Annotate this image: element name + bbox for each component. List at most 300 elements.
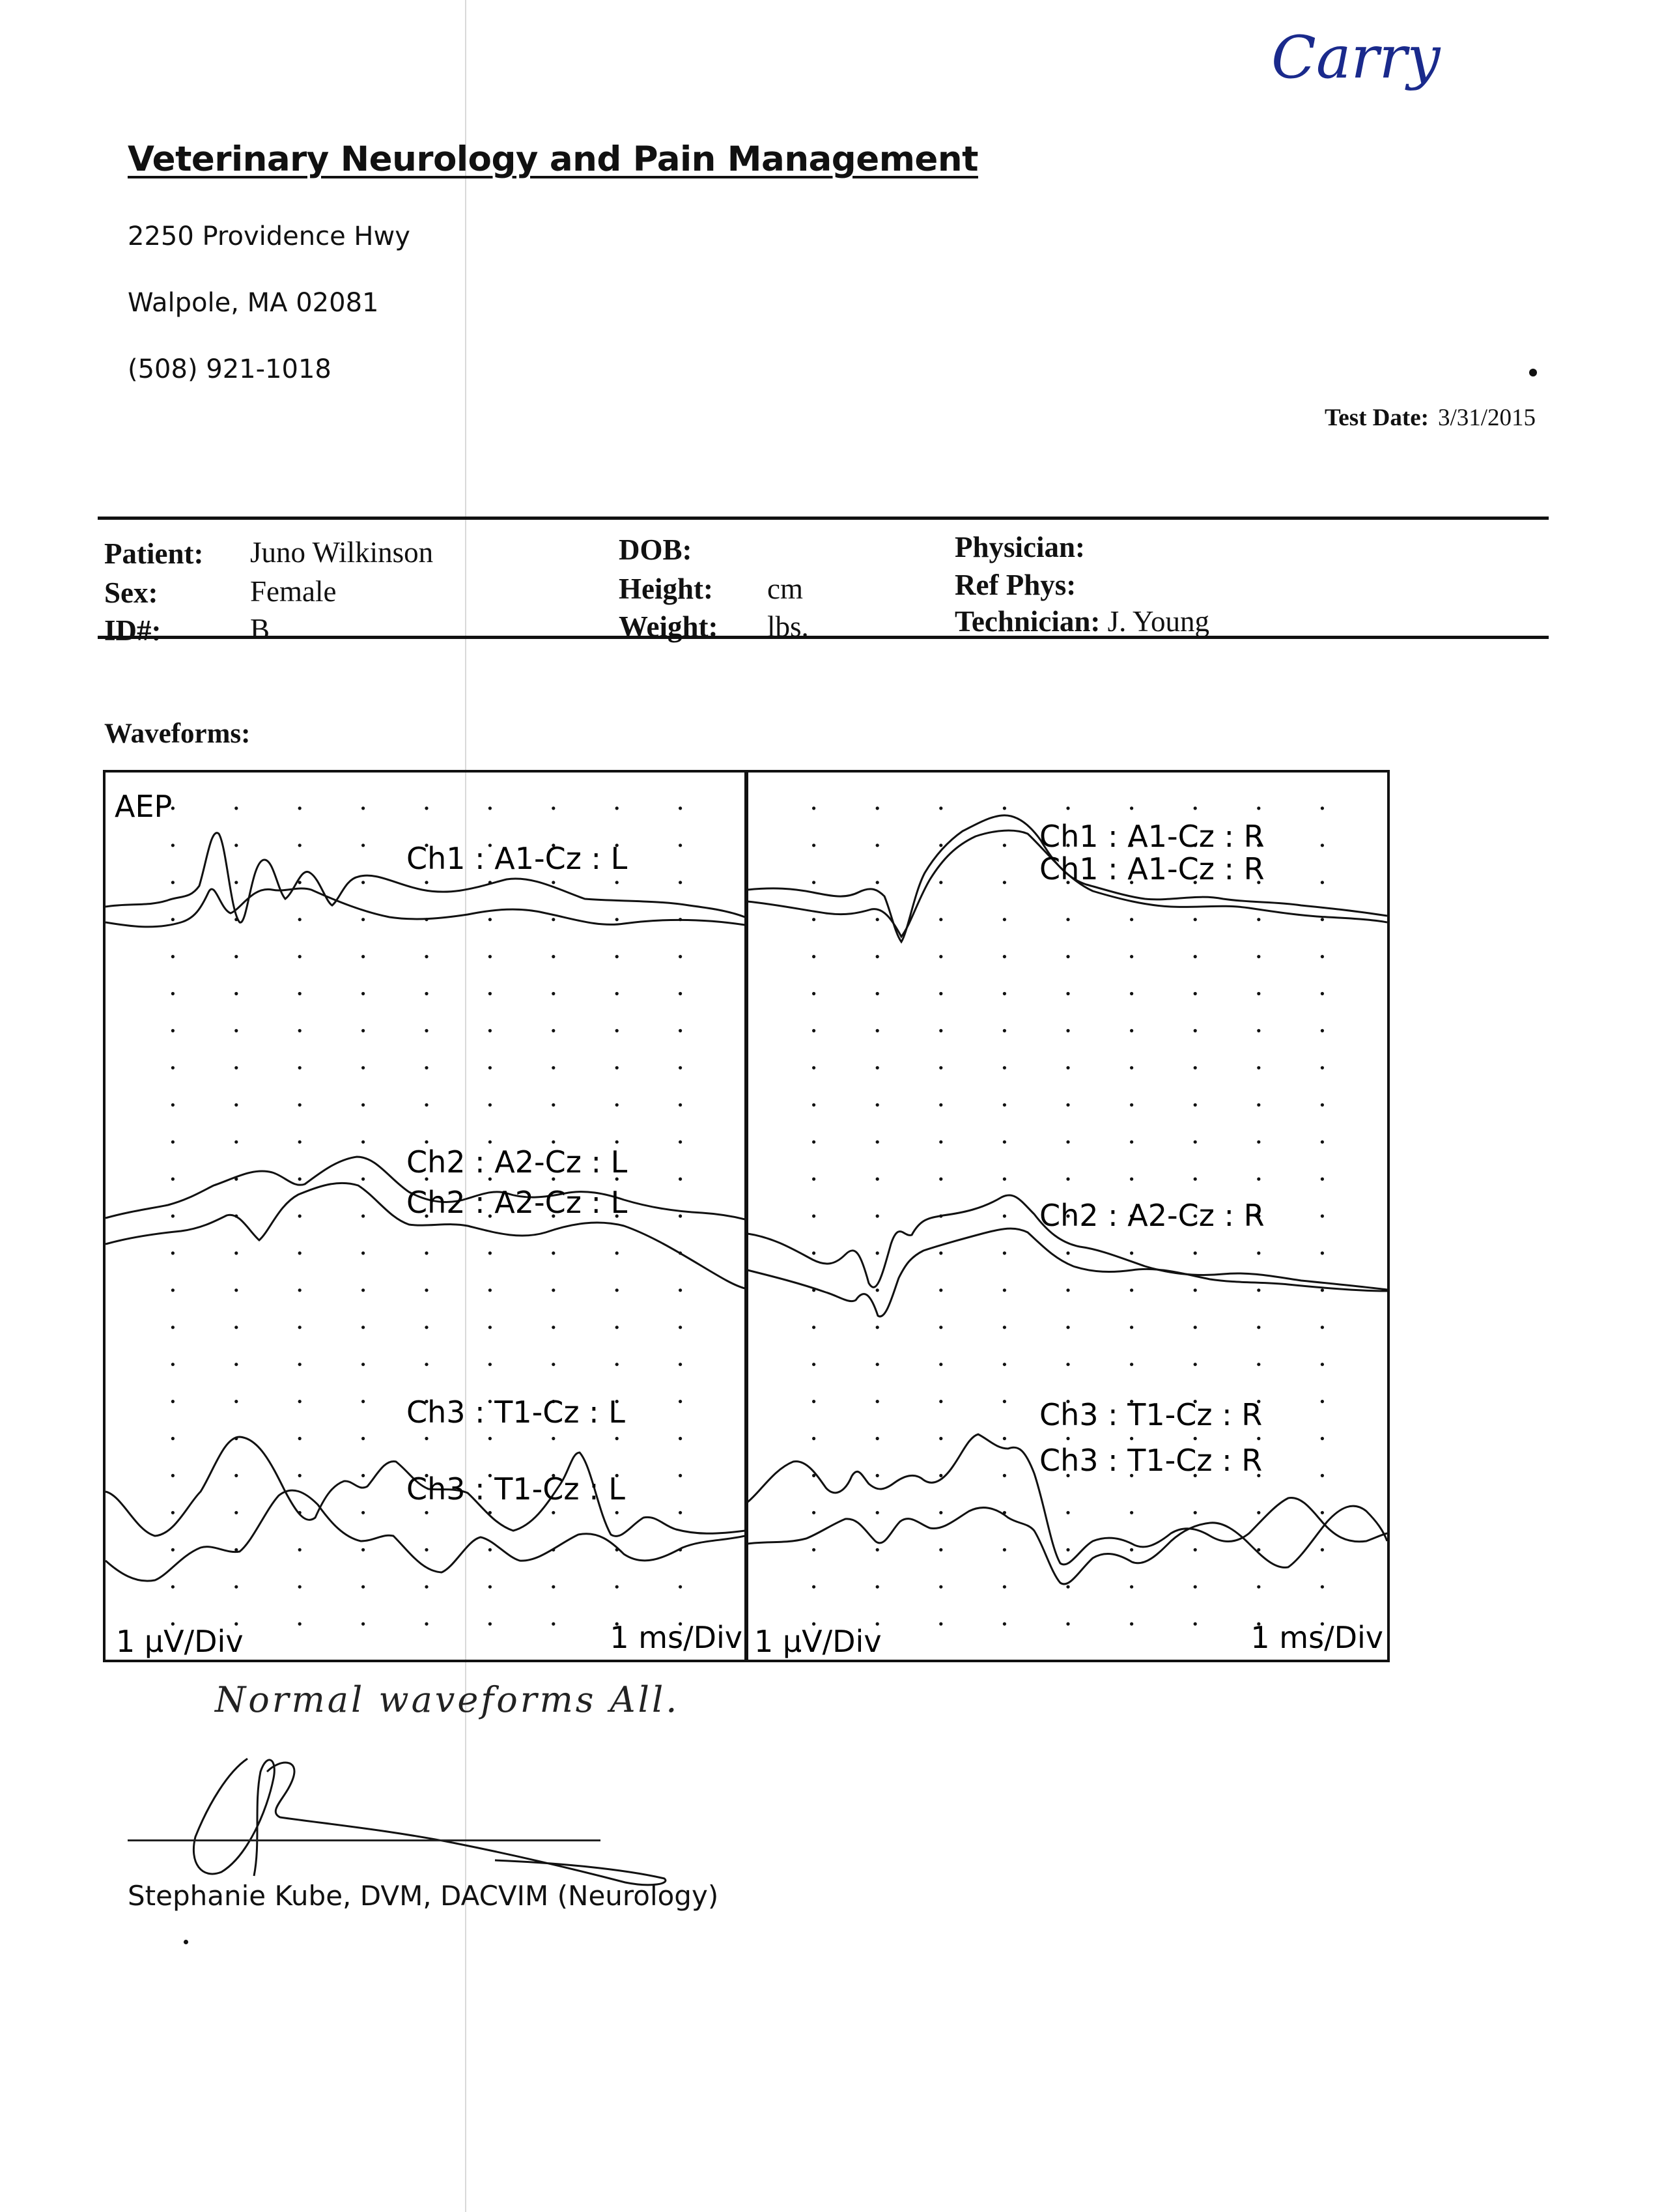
grid-dot (1321, 1363, 1324, 1366)
grid-dot (488, 1251, 492, 1255)
grid-dot (679, 1511, 682, 1514)
grid-dot (171, 1400, 175, 1403)
grid-dot (1194, 1623, 1197, 1626)
grid-dot (425, 1437, 428, 1440)
grid-dot (171, 1326, 175, 1329)
grid-dot (488, 992, 492, 995)
grid-dot (1003, 806, 1006, 810)
grid-dot (615, 1103, 619, 1107)
test-date-value: 3/31/2015 (1437, 404, 1536, 431)
grid-dot (679, 1437, 682, 1440)
grid-dot (171, 1474, 175, 1477)
grid-dot (876, 1326, 879, 1329)
grid-dot (298, 1548, 302, 1552)
grid-dot (812, 1400, 815, 1403)
grid-dot (615, 992, 619, 995)
height-unit: cm (767, 573, 803, 605)
grid-dot (679, 1585, 682, 1589)
grid-dot (361, 1066, 365, 1070)
grid-dot (552, 1623, 555, 1626)
grid-dot (812, 806, 815, 810)
waveform-panel (103, 762, 1390, 1664)
grid-dot (615, 1251, 619, 1255)
grid-dot (425, 955, 428, 958)
grid-dot (1130, 1585, 1133, 1589)
grid-dot (1321, 881, 1324, 884)
grid-dot (615, 1585, 619, 1589)
grid-dot (361, 1548, 365, 1552)
grid-dot (1130, 1288, 1133, 1292)
grid-dot (171, 1585, 175, 1589)
grid-dot (361, 1623, 365, 1626)
signature (169, 1733, 729, 1895)
grid-dot (1257, 1437, 1260, 1440)
grid-dot (615, 1363, 619, 1366)
grid-dot (298, 1178, 302, 1181)
grid-dot (1321, 1066, 1324, 1070)
grid-dot (1321, 1326, 1324, 1329)
grid-dot (234, 1029, 238, 1032)
grid-dot (552, 918, 555, 921)
grid-dot (1066, 1141, 1069, 1144)
grid-dot (939, 1474, 942, 1477)
grid-dot (488, 1066, 492, 1070)
grid-dot (298, 1585, 302, 1589)
grid-dot (234, 1288, 238, 1292)
grid-dot (679, 1178, 682, 1181)
test-label-aep: AEP (115, 789, 173, 824)
grid-dot (812, 1214, 815, 1217)
grid-dot (939, 918, 942, 921)
right-trace-label-2: Ch1 : A1-Cz : R (1039, 851, 1265, 886)
grid-dot (425, 1326, 428, 1329)
grid-dot (812, 1141, 815, 1144)
grid-dot (298, 1400, 302, 1403)
grid-dot (1321, 1251, 1324, 1255)
grid-dot (939, 955, 942, 958)
grid-dot (876, 1066, 879, 1070)
grid-dot (1257, 1178, 1260, 1181)
grid-dot (1130, 1363, 1133, 1366)
stray-mark (184, 1940, 188, 1944)
grid-dot (298, 1363, 302, 1366)
grid-dot (939, 1437, 942, 1440)
grid-dot (876, 1214, 879, 1217)
grid-dot (171, 1141, 175, 1144)
grid-dot (1257, 1585, 1260, 1589)
waveforms-title: Waveforms: (104, 718, 251, 749)
grid-dot (425, 992, 428, 995)
grid-dot (298, 1437, 302, 1440)
grid-dot (1003, 1363, 1006, 1366)
grid-dot (876, 844, 879, 847)
grid-dot (361, 1326, 365, 1329)
left-ch1-trace-b (106, 888, 745, 927)
handwritten-note: Normal waveforms All. (215, 1679, 680, 1720)
grid-dot (1194, 955, 1197, 958)
grid-dot (1130, 1251, 1133, 1255)
grid-dot (1003, 918, 1006, 921)
grid-dot (615, 955, 619, 958)
grid-dot (876, 918, 879, 921)
grid-dot (1066, 992, 1069, 995)
grid-dot (298, 1251, 302, 1255)
grid-dot (298, 1326, 302, 1329)
grid-dot (1130, 918, 1133, 921)
grid-dot (488, 1623, 492, 1626)
grid-dot (1003, 1066, 1006, 1070)
grid-dot (939, 1066, 942, 1070)
grid-dot (1321, 1178, 1324, 1181)
grid-dot (488, 1363, 492, 1366)
grid-dot (1194, 1548, 1197, 1552)
grid-dot (1003, 1103, 1006, 1107)
grid-dot (615, 1326, 619, 1329)
grid-dot (361, 1363, 365, 1366)
grid-dot (939, 844, 942, 847)
grid-dot (488, 1288, 492, 1292)
grid-dot (1130, 1326, 1133, 1329)
grid-dot (1257, 992, 1260, 995)
grid-dot (552, 1141, 555, 1144)
grid-dot (552, 1029, 555, 1032)
grid-dot (1003, 1214, 1006, 1217)
grid-dot (679, 1103, 682, 1107)
grid-dot (1003, 1400, 1006, 1403)
weight-label: Weight: (619, 610, 718, 643)
grid-dot (812, 955, 815, 958)
grid-dot (1066, 1326, 1069, 1329)
grid-dot (234, 1066, 238, 1070)
grid-dot (1130, 806, 1133, 810)
grid-dot (876, 1288, 879, 1292)
grid-dot (679, 844, 682, 847)
grid-dot (488, 1437, 492, 1440)
grid-dot (552, 1326, 555, 1329)
grid-dot (1321, 1585, 1324, 1589)
grid-dot (939, 806, 942, 810)
grid-dot (1066, 1066, 1069, 1070)
right-trace-label-3: Ch2 : A2-Cz : R (1039, 1198, 1265, 1233)
grid-dot (1003, 992, 1006, 995)
grid-dot (552, 992, 555, 995)
grid-dot (876, 1178, 879, 1181)
grid-dot (425, 1623, 428, 1626)
grid-dot (1066, 806, 1069, 810)
right-ch2-trace-b (748, 1228, 1387, 1316)
grid-dot (171, 1437, 175, 1440)
grid-dot (1321, 1141, 1324, 1144)
dob-label: DOB: (619, 533, 692, 566)
grid-dot (1194, 918, 1197, 921)
grid-dot (1194, 992, 1197, 995)
grid-dot (812, 1437, 815, 1440)
grid-dot (939, 1585, 942, 1589)
grid-dot (1321, 1437, 1324, 1440)
grid-dot (1066, 1029, 1069, 1032)
grid-dot (679, 1363, 682, 1366)
left-trace-label-5: Ch3 : T1-Cz : L (406, 1471, 625, 1507)
grid-dot (552, 1363, 555, 1366)
grid-dot (876, 1437, 879, 1440)
grid-dot (1066, 1178, 1069, 1181)
grid-dot (1003, 844, 1006, 847)
grid-dot (361, 1511, 365, 1514)
grid-dot (361, 1103, 365, 1107)
grid-dot (425, 1511, 428, 1514)
grid-dot (298, 955, 302, 958)
grid-dot (298, 918, 302, 921)
grid-dot (425, 1363, 428, 1366)
grid-dot (1130, 1029, 1133, 1032)
grid-dot (234, 1474, 238, 1477)
grid-dot (361, 1585, 365, 1589)
grid-dot (1321, 955, 1324, 958)
grid-dot (812, 1511, 815, 1514)
grid-dot (298, 1474, 302, 1477)
grid-dot (1321, 1103, 1324, 1107)
grid-dot (552, 1288, 555, 1292)
grid-dot (876, 1585, 879, 1589)
grid-dot (1003, 955, 1006, 958)
grid-dot (1321, 1474, 1324, 1477)
grid-dot (939, 1511, 942, 1514)
grid-dot (171, 992, 175, 995)
grid-dot (939, 1326, 942, 1329)
grid-dot (812, 1363, 815, 1366)
grid-dot (425, 1141, 428, 1144)
grid-dot (171, 1548, 175, 1552)
grid-dot (812, 1548, 815, 1552)
grid-dot (171, 1251, 175, 1255)
grid-dot (171, 881, 175, 884)
grid-dot (234, 1511, 238, 1514)
grid-dot (615, 1288, 619, 1292)
grid-dot (488, 1029, 492, 1032)
grid-dot (1194, 1511, 1197, 1514)
right-trace-label-1: Ch1 : A1-Cz : R (1039, 819, 1265, 854)
grid-dot (1257, 1511, 1260, 1514)
left-amp-scale: 1 µV/Div (116, 1624, 244, 1659)
grid-dot (361, 918, 365, 921)
grid-dot (1066, 955, 1069, 958)
grid-dot (425, 1548, 428, 1552)
left-trace-label-4: Ch3 : T1-Cz : L (406, 1395, 625, 1430)
grid-dot (679, 881, 682, 884)
grid-dot (171, 1288, 175, 1292)
grid-dot (1257, 1141, 1260, 1144)
grid-dot (939, 1623, 942, 1626)
grid-dot (361, 955, 365, 958)
right-trace-label-5: Ch3 : T1-Cz : R (1039, 1443, 1263, 1478)
grid-dot (679, 955, 682, 958)
grid-dot (876, 992, 879, 995)
grid-dot (1066, 1548, 1069, 1552)
signature-line (128, 1839, 600, 1841)
grid-dot (939, 1029, 942, 1032)
grid-dot (1257, 806, 1260, 810)
grid-dot (234, 1585, 238, 1589)
left-trace-label-1: Ch1 : A1-Cz : L (406, 841, 628, 876)
grid-dot (812, 844, 815, 847)
grid-dot (1130, 1548, 1133, 1552)
grid-dot (1321, 992, 1324, 995)
grid-dot (1066, 1363, 1069, 1366)
grid-dot (298, 992, 302, 995)
grid-dot (812, 1326, 815, 1329)
grid-dot (1321, 1548, 1324, 1552)
grid-dot (298, 1288, 302, 1292)
patient-name: Juno Wilkinson (250, 536, 434, 569)
grid-dot (361, 844, 365, 847)
right-amp-scale: 1 µV/Div (754, 1624, 882, 1659)
grid-dot (939, 1400, 942, 1403)
grid-dot (425, 1029, 428, 1032)
grid-dot (171, 1066, 175, 1070)
grid-dot (425, 881, 428, 884)
grid-dot (1321, 918, 1324, 921)
grid-dot (1130, 1066, 1133, 1070)
grid-dot (876, 1251, 879, 1255)
grid-dot (425, 1066, 428, 1070)
grid-dot (425, 1251, 428, 1255)
grid-dot (615, 1437, 619, 1440)
grid-dot (1003, 1029, 1006, 1032)
grid-dot (1194, 1066, 1197, 1070)
grid-dot (425, 1585, 428, 1589)
clinic-address-line1: 2250 Providence Hwy (128, 221, 410, 251)
grid-dot (679, 1141, 682, 1144)
technician (955, 607, 1209, 636)
grid-dot (234, 1363, 238, 1366)
grid-dot (488, 1548, 492, 1552)
grid-dot (876, 1103, 879, 1107)
grid-dot (812, 1066, 815, 1070)
grid-dot (1003, 1585, 1006, 1589)
grid-dot (1321, 1029, 1324, 1032)
right-ch3-trace-b (748, 1506, 1387, 1584)
height-label: Height: (619, 573, 713, 605)
grid-dot (812, 881, 815, 884)
grid-dot (488, 806, 492, 810)
patient-label: Patient: (104, 537, 204, 570)
grid-dot (425, 1103, 428, 1107)
grid-dot (171, 1363, 175, 1366)
grid-dot (1003, 1288, 1006, 1292)
sex-label: Sex: (104, 576, 158, 609)
grid-dot (939, 992, 942, 995)
grid-dot (171, 918, 175, 921)
grid-dot (876, 1474, 879, 1477)
grid-dot (171, 1511, 175, 1514)
grid-dot (361, 1251, 365, 1255)
grid-dot (1003, 1178, 1006, 1181)
grid-dot (1321, 844, 1324, 847)
grid-dot (1321, 1400, 1324, 1403)
grid-dot (234, 1400, 238, 1403)
test-date (1325, 404, 1536, 432)
grid-dot (298, 1029, 302, 1032)
grid-dot (876, 806, 879, 810)
grid-dot (234, 1326, 238, 1329)
grid-dot (171, 1103, 175, 1107)
grid-dot (1003, 1141, 1006, 1144)
grid-dot (1257, 1103, 1260, 1107)
grid-dot (1321, 1511, 1324, 1514)
grid-dot (1321, 1214, 1324, 1217)
grid-dot (1066, 1251, 1069, 1255)
grid-dot (812, 1029, 815, 1032)
grid-dot (939, 1548, 942, 1552)
grid-dot (425, 806, 428, 810)
grid-dot (939, 1363, 942, 1366)
grid-dot (1130, 992, 1133, 995)
grid-dot (812, 1103, 815, 1107)
grid-dot (298, 1066, 302, 1070)
grid-dot (171, 1029, 175, 1032)
grid-dot (876, 1141, 879, 1144)
grid-dot (615, 806, 619, 810)
grid-dot (1257, 1251, 1260, 1255)
grid-dot (1130, 1103, 1133, 1107)
grid-dot (679, 1029, 682, 1032)
grid-dot (1257, 1288, 1260, 1292)
grid-dot (1194, 1029, 1197, 1032)
grid-dot (1066, 1103, 1069, 1107)
grid-dot (171, 844, 175, 847)
grid-dot (552, 1251, 555, 1255)
weight-unit: lbs. (767, 610, 809, 643)
grid-dot (1194, 1326, 1197, 1329)
grid-dot (1194, 1103, 1197, 1107)
grid-dot (1194, 1437, 1197, 1440)
grid-dot (1257, 1326, 1260, 1329)
grid-dot (876, 955, 879, 958)
grid-dot (1194, 1141, 1197, 1144)
grid-dot (876, 881, 879, 884)
grid-dot (488, 1103, 492, 1107)
grid-dot (234, 881, 238, 884)
grid-dot (552, 806, 555, 810)
grid-dot (939, 1178, 942, 1181)
grid-dot (552, 1103, 555, 1107)
grid-dot (298, 806, 302, 810)
grid-dot (488, 1141, 492, 1144)
grid-dot (1257, 918, 1260, 921)
grid-dot (552, 955, 555, 958)
grid-dot (298, 1103, 302, 1107)
grid-dot (425, 1288, 428, 1292)
corner-handwriting: Carry (1271, 23, 1441, 92)
grid-dot (1066, 1288, 1069, 1292)
grid-dot (298, 844, 302, 847)
grid-dot (1066, 918, 1069, 921)
grid-dot (361, 992, 365, 995)
grid-dot (234, 955, 238, 958)
grid-dot (615, 1141, 619, 1144)
grid-dot (488, 918, 492, 921)
grid-dot (1066, 1585, 1069, 1589)
grid-dot (361, 1178, 365, 1181)
grid-dot (1003, 1437, 1006, 1440)
grid-dot (1194, 1363, 1197, 1366)
grid-dot (171, 1214, 175, 1217)
grid-dot (361, 1141, 365, 1144)
grid-dot (1321, 1288, 1324, 1292)
grid-dot (1257, 1029, 1260, 1032)
grid-dot (679, 992, 682, 995)
grid-dot (876, 1400, 879, 1403)
